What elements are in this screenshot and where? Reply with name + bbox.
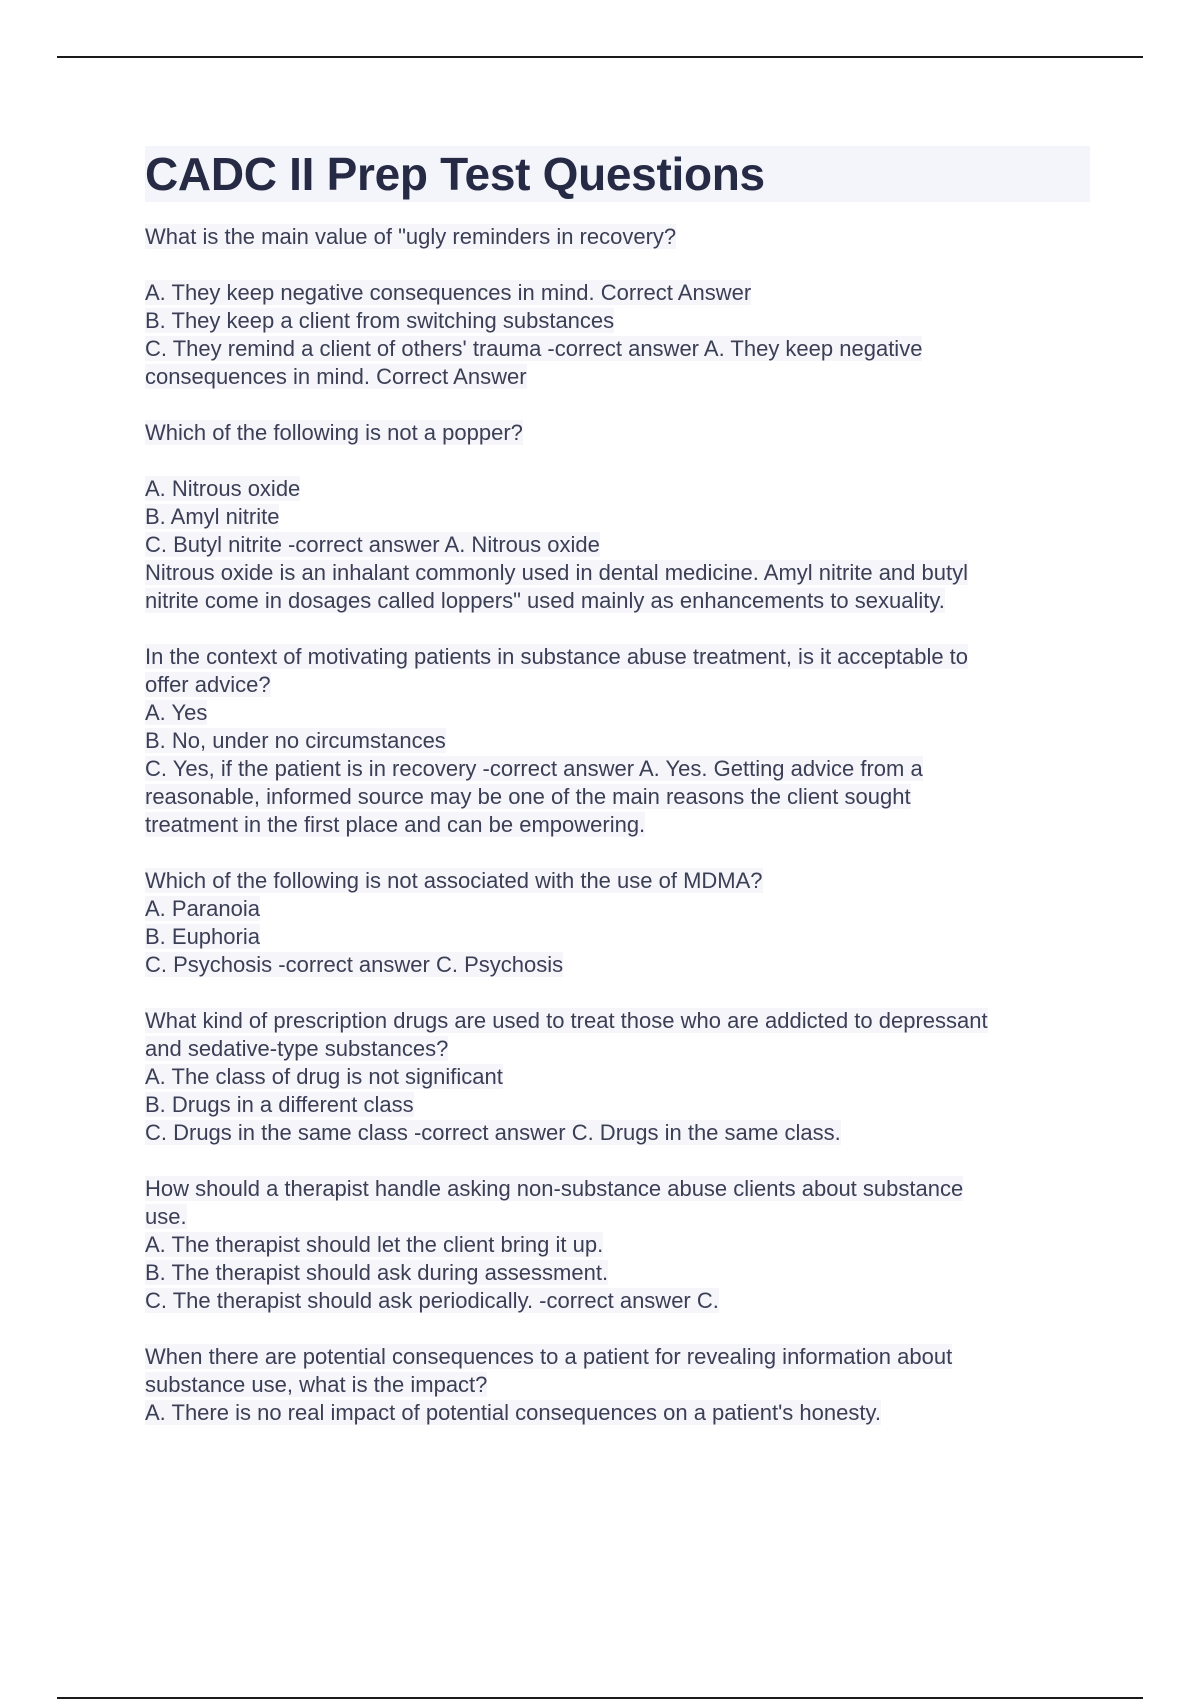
document-body [145, 146, 1090, 1455]
answer-line [145, 363, 1090, 391]
question-block [145, 1007, 1090, 1147]
answer-line [145, 587, 1090, 615]
line-text: C. Drugs in the same class -correct answer C. Drugs in the same class. [145, 1120, 841, 1145]
answer-line [145, 1035, 1090, 1063]
line-text: C. Butyl nitrite -correct answer A. Nitrous oxide [145, 532, 600, 557]
question-list [145, 223, 1090, 1427]
line-text: Which of the following is not a popper? [145, 420, 523, 445]
question-text [145, 419, 1090, 447]
line-text: C. Psychosis -correct answer C. Psychosis [145, 952, 564, 977]
line-text: nitrite come in dosages called loppers" used mainly as enhancements to sexuality. [145, 588, 945, 613]
question-block [145, 419, 1090, 615]
answer-line [145, 671, 1090, 699]
line-text: C. They remind a client of others' trauma -correct answer A. They keep negative [145, 336, 923, 361]
line-text: B. Drugs in a different class [145, 1092, 414, 1117]
answer-line [145, 895, 1090, 923]
question-block [145, 223, 1090, 391]
answer-line [145, 951, 1090, 979]
line-text: reasonable, informed source may be one of the main reasons the client sought [145, 784, 911, 809]
line-text: Nitrous oxide is an inhalant commonly used in dental medicine. Amyl nitrite and butyl [145, 560, 968, 585]
line-text: use. [145, 1204, 187, 1229]
title-band [145, 146, 1090, 202]
line-text: A. Paranoia [145, 896, 260, 921]
question-block [145, 643, 1090, 839]
answer-line [145, 783, 1090, 811]
answer-line [145, 475, 1090, 503]
document-title: CADC II Prep Test Questions [145, 148, 765, 200]
line-text: A. There is no real impact of potential consequences on a patient's honesty. [145, 1400, 881, 1425]
line-text: and sedative-type substances? [145, 1036, 449, 1061]
question-block [145, 1175, 1090, 1315]
answer-line [145, 531, 1090, 559]
line-text: How should a therapist handle asking non-substance abuse clients about substance [145, 1176, 964, 1201]
question-text [145, 867, 1090, 895]
answer-line [145, 1091, 1090, 1119]
answer-line [145, 503, 1090, 531]
answer-line [145, 1063, 1090, 1091]
blank-line [145, 447, 1090, 475]
line-text: A. The class of drug is not significant [145, 1064, 503, 1089]
answer-line [145, 1287, 1090, 1315]
line-text: B. Euphoria [145, 924, 260, 949]
line-text: In the context of motivating patients in substance abuse treatment, is it acceptable to [145, 644, 969, 669]
line-text: A. The therapist should let the client bring it up. [145, 1232, 604, 1257]
answer-line [145, 699, 1090, 727]
answer-line [145, 1259, 1090, 1287]
line-text: A. Yes [145, 700, 208, 725]
question-text [145, 1343, 1090, 1371]
line-text: C. The therapist should ask periodically. -correct answer C. [145, 1288, 719, 1313]
answer-line [145, 1203, 1090, 1231]
answer-line [145, 307, 1090, 335]
answer-line [145, 1399, 1090, 1427]
answer-line [145, 755, 1090, 783]
line-text: substance use, what is the impact? [145, 1372, 488, 1397]
answer-line [145, 1231, 1090, 1259]
answer-line [145, 727, 1090, 755]
line-text: B. The therapist should ask during assessment. [145, 1260, 609, 1285]
question-text [145, 223, 1090, 251]
answer-line [145, 559, 1090, 587]
line-text: When there are potential consequences to a patient for revealing information about [145, 1344, 953, 1369]
line-text: B. No, under no circumstances [145, 728, 446, 753]
answer-line [145, 811, 1090, 839]
line-text: treatment in the first place and can be empowering. [145, 812, 646, 837]
line-text: B. Amyl nitrite [145, 504, 280, 529]
line-text: What kind of prescription drugs are used to treat those who are addicted to depressant [145, 1008, 988, 1033]
line-text: offer advice? [145, 672, 271, 697]
line-text: B. They keep a client from switching substances [145, 308, 615, 333]
line-text: C. Yes, if the patient is in recovery -correct answer A. Yes. Getting advice from a [145, 756, 923, 781]
question-text [145, 643, 1090, 671]
answer-line [145, 1119, 1090, 1147]
question-text [145, 1007, 1090, 1035]
line-text: A. Nitrous oxide [145, 476, 301, 501]
line-text: A. They keep negative consequences in mind. Correct Answer [145, 280, 752, 305]
blank-line [145, 251, 1090, 279]
answer-line [145, 923, 1090, 951]
answer-line [145, 279, 1090, 307]
answer-line [145, 1371, 1090, 1399]
question-block [145, 1343, 1090, 1427]
bottom-rule [57, 1697, 1143, 1699]
top-rule [57, 56, 1143, 58]
line-text: Which of the following is not associated with the use of MDMA? [145, 868, 763, 893]
line-text: consequences in mind. Correct Answer [145, 364, 527, 389]
question-block [145, 867, 1090, 979]
answer-line [145, 335, 1090, 363]
line-text: What is the main value of "ugly reminders in recovery? [145, 224, 677, 249]
question-text [145, 1175, 1090, 1203]
